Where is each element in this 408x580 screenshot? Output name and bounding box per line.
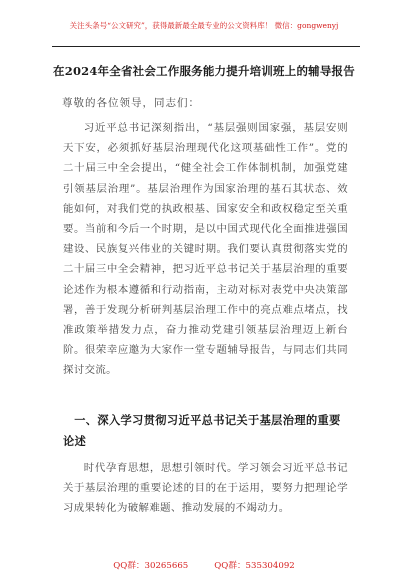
body-paragraph-1 [63,118,348,381]
paragraph-text: 习近平总书记深刻指出，“基层强则国家强，基层安则天下安，必须抓好基层治理现代化这项基础性工作”。党的二十届三中全会提出，“健全社会工作体制机制，加强党建引领基层治理”。基层治理作为国家治理的基石其状态、效能如何，对我们党的执政根基、国家安全和政权稳定至关重要。当前和今后一个时期，是以中国式现代化全面推进强国建设、民族复兴伟业的关键时期。我们要认真贯彻落实党的二十届三中全会精神，把习近平总书记关于基层治理的重要论述作为根本遵循和行动指南，主动对标对表党中央决策部署，善于发现分析研判基层治理工作中的亮点难点堵点，找准政策举措发力点，奋力推动党建引领基层治理迈上新台阶。很荣幸应邀为大家作一堂专题辅导报告，与同志们共同探讨交流。 [63,122,348,377]
section-heading-1: 一、深入学习贯彻习近平总书记关于基层治理的重要论述 [63,413,341,448]
footer-contact [0,559,408,571]
header-divider [52,46,360,47]
body-paragraph-2 [63,458,348,519]
paragraph-text: 时代孕育思想，思想引领时代。学习领会习近平总书记关于基层治理的重要论述的目的在于运用，要努力把理论学习成果转化为破解难题、推动发展的不竭动力。 [63,462,348,515]
document-greeting: 尊敬的各位领导，同志们： [62,97,200,109]
footer-qq-group-1: QQ群：30265665 [113,561,189,571]
footer-qq-group-2: QQ群：535304092 [214,561,295,571]
document-title: 在2024年全省社会工作服务能力提升培训班上的辅导报告 [53,64,355,78]
header-promo-note: 关注头条号“公文研究”，获得最新最全最专业的公文资料库！ 微信：gongwenyj [69,21,339,30]
